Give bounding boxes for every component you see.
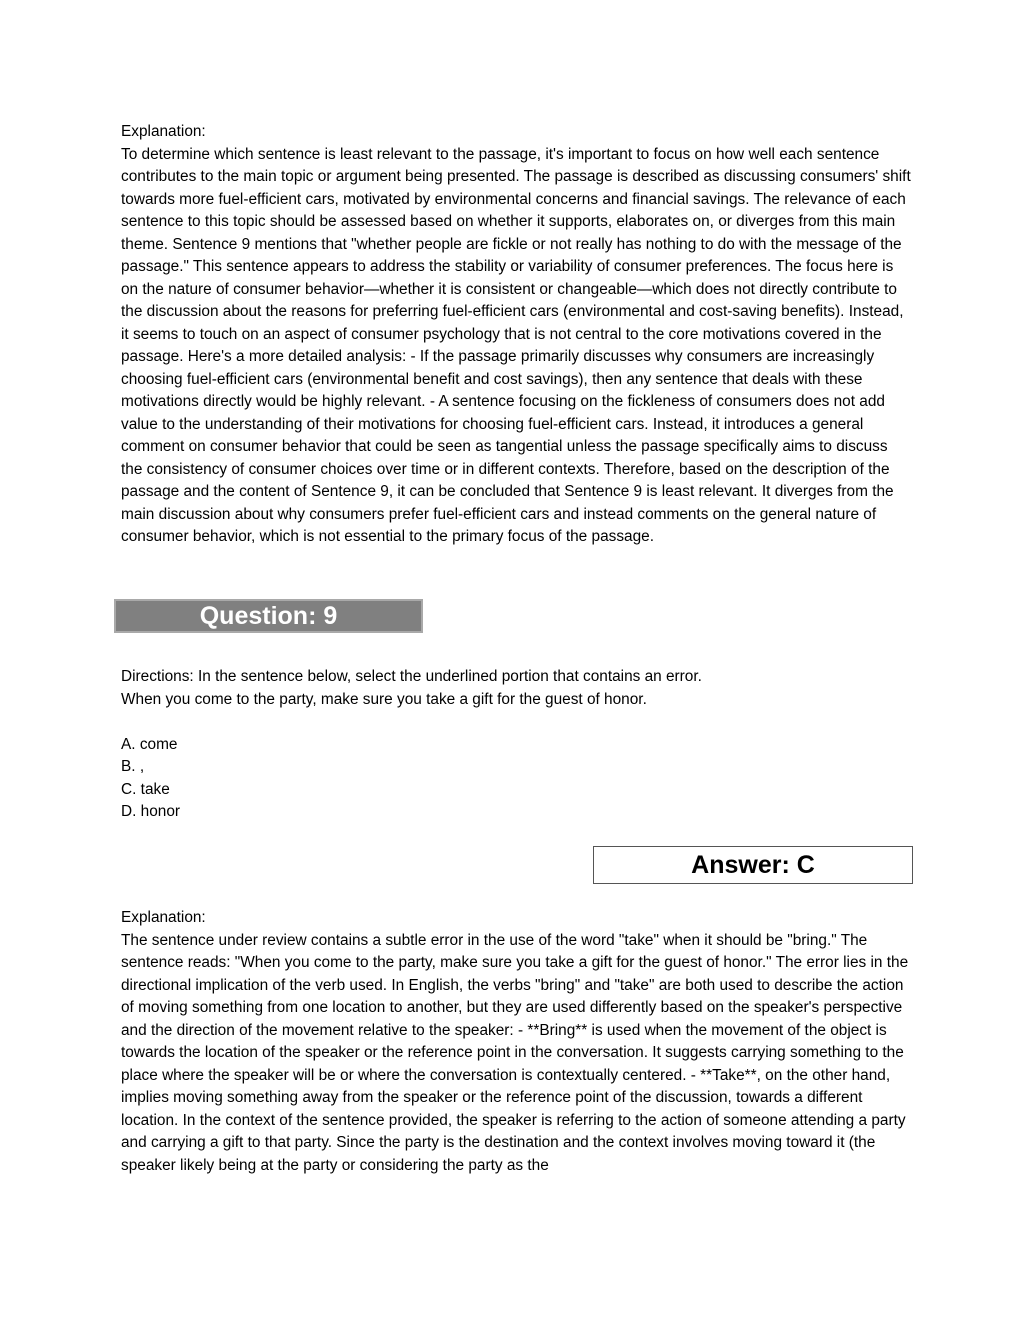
question-section [121, 666, 911, 824]
question-banner [114, 599, 423, 633]
answer-box [593, 846, 913, 884]
question-directions: Directions: In the sentence below, select the underlined portion that contains an error. [121, 668, 702, 685]
explanation-section-2 [121, 907, 911, 1177]
answer-options [121, 734, 911, 824]
option-b: B. , [121, 758, 145, 775]
option-a: A. come [121, 735, 178, 753]
question-sentence: When you come to the party, make sure you take a gift for the guest of honor. [121, 690, 647, 708]
explanation-label: Explanation: [121, 909, 206, 926]
question-title: Question: 9 [199, 601, 338, 630]
explanation-section-1 [121, 121, 911, 549]
answer-label: Answer: C [691, 850, 815, 879]
explanation-body: To determine which sentence is least relevant to the passage, it's important to focus on how well each sentence contributes to the main topic or argument being presented. The passage is described as discussing consumers' shift towards more fuel-efficient cars, motivated by environmental concerns and financial savings. The relevance of each sentence to this topic should be assessed based on whether it supports, elaborates on, or diverges from this main theme. Sentence 9 mentions that "whether people are fickle or not really has nothing to do with the message of the passage." This sentence appears to address the stability or variability of consumer preferences. The focus here is on the nature of consumer behavior—whether it is consistent or changeable—which does not directly contribute to the discussion about the reasons for preferring fuel-efficient cars (environmental and cost-saving benefits). Instead, it seems to touch on an aspect of consumer psychology that is not central to the core motivations covered in the passage. Here's a more detailed analysis: - If the passage primarily discusses why consumers are increasingly choosing fuel-efficient cars (environmental benefit and cost savings), then any sentence that deals with these motivations directly would be highly relevant. - A sentence focusing on the fickleness of consumers does not add value to the understanding of their motivations for choosing fuel-efficient cars. Instead, it introduces a general comment on consumer behavior that could be seen as tangential unless the passage specifically aims to discuss the consistency of consumer choices over time or in different contexts. Therefore, based on the description of the passage and the content of Sentence 9, it can be concluded that Sentence 9 is least relevant. It diverges from the main discussion about why consumers prefer fuel-efficient cars and instead comments on the general nature of consumer behavior, which is not essential to the primary focus of the passage. [121, 145, 911, 545]
explanation-body: The sentence under review contains a subtle error in the use of the word "take" when it should be "bring." The sentence reads: "When you come to the party, make sure you take a gift for the guest of honor." The error lies in the directional implication of the verb used. In English, the verbs "bring" and "take" are both used to describe the action of moving something from one location to another, but they are used differently based on the speaker's perspective and the direction of the movement relative to the speaker: - **Bring** is used when the movement of the object is towards the location of the speaker or the reference point in the conversation. It suggests carrying something to the place where the speaker will be or where the conversation is contextually centered. - **Take**, on the other hand, implies moving something away from the speaker or the reference point of the discussion, towards a different location. In the context of the sentence provided, the speaker is referring to the action of someone attending a party and carrying a gift to that party. Since the party is the destination and the context involves moving toward it (the speaker likely being at the party or considering the party as the [121, 931, 909, 1174]
option-d: D. honor [121, 803, 181, 820]
explanation-label: Explanation: [121, 123, 206, 140]
option-c: C. take [121, 780, 170, 798]
